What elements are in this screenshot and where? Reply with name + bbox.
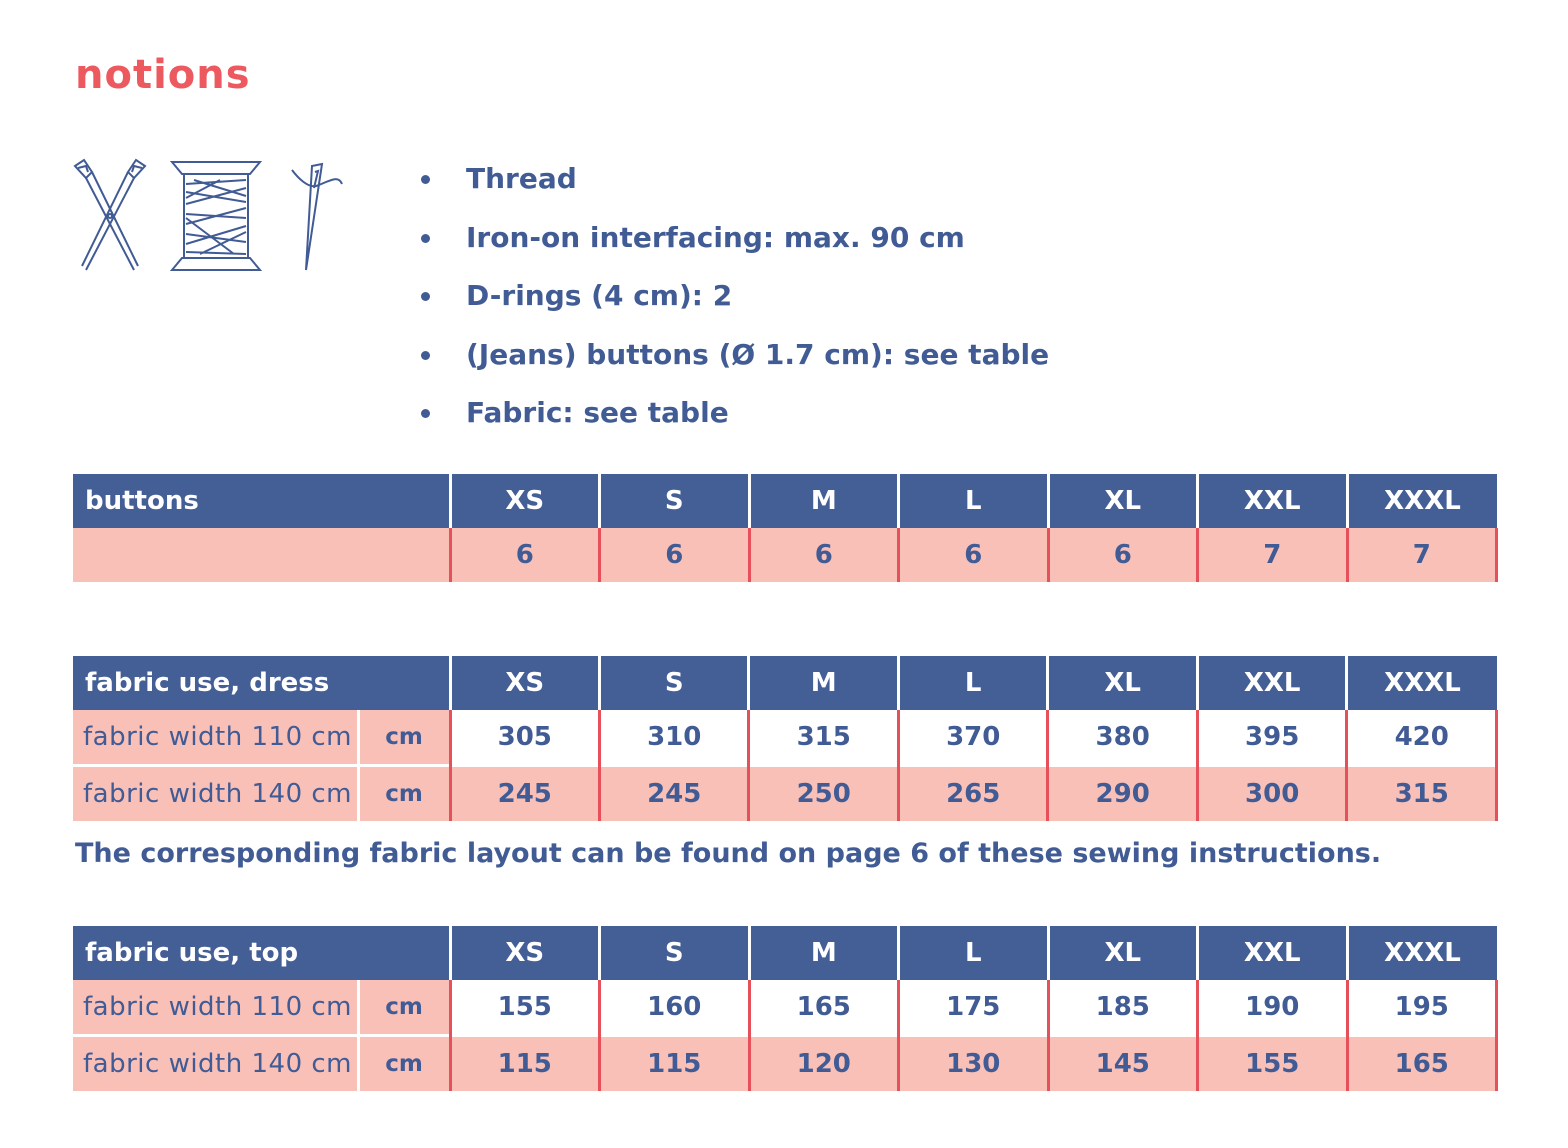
table-cell: 315 xyxy=(1347,766,1497,822)
list-item-label: (Jeans) buttons (Ø 1.7 cm): see table xyxy=(466,337,1050,371)
table-cell: 190 xyxy=(1198,980,1348,1036)
notions-icons xyxy=(70,158,360,276)
table-cell: 185 xyxy=(1048,980,1198,1036)
size-header: L xyxy=(899,926,1049,980)
unit-label: cm xyxy=(358,710,450,766)
list-item xyxy=(418,209,1049,268)
list-item-label: Thread xyxy=(466,162,577,195)
size-header: L xyxy=(899,474,1049,528)
size-header: L xyxy=(898,656,1047,710)
table-cell: 165 xyxy=(749,980,899,1036)
table-cell: 195 xyxy=(1347,980,1497,1036)
table-cell: 245 xyxy=(450,766,599,822)
table-row xyxy=(73,1036,1497,1092)
list-item xyxy=(418,384,1049,443)
table-cell: 6 xyxy=(899,528,1049,582)
list-item xyxy=(418,267,1049,326)
fabric-layout-note: The corresponding fabric layout can be found on page 6 of these sewing instructions. xyxy=(75,838,1382,869)
table-cell: 7 xyxy=(1198,528,1348,582)
table-header-row xyxy=(73,474,1497,528)
size-header: XL xyxy=(1048,474,1198,528)
size-header: XXXL xyxy=(1347,926,1497,980)
table-row xyxy=(73,980,1497,1036)
table-cell: 250 xyxy=(749,766,898,822)
table-cell: 130 xyxy=(899,1036,1049,1092)
list-item-label: Iron-on interfacing: max. 90 cm xyxy=(466,220,965,254)
size-header: S xyxy=(600,656,749,710)
size-header: M xyxy=(749,474,899,528)
table-cell: 160 xyxy=(600,980,750,1036)
size-header: S xyxy=(600,926,750,980)
table-row xyxy=(73,710,1497,766)
table-cell: 165 xyxy=(1347,1036,1497,1092)
table-cell: 290 xyxy=(1048,766,1197,822)
table-cell: 6 xyxy=(749,528,899,582)
table-cell: 115 xyxy=(450,1036,600,1092)
table-cell: 380 xyxy=(1048,710,1197,766)
table-cell: 420 xyxy=(1347,710,1497,766)
table-cell: 6 xyxy=(1048,528,1198,582)
bullet-icon xyxy=(421,234,430,243)
table-cell: 6 xyxy=(600,528,750,582)
table-cell: 7 xyxy=(1347,528,1497,582)
bullet-icon xyxy=(421,175,430,184)
size-header: XL xyxy=(1048,926,1198,980)
table-cell: 120 xyxy=(749,1036,899,1092)
row-label: fabric width 110 cm xyxy=(73,980,358,1036)
table-header-row xyxy=(73,656,1497,710)
needle-icon xyxy=(288,158,348,274)
size-header: M xyxy=(749,656,898,710)
table-row xyxy=(73,528,1497,582)
row-label: fabric width 140 cm xyxy=(73,766,358,822)
table-cell: 315 xyxy=(749,710,898,766)
table-row xyxy=(73,766,1497,822)
size-header: XXL xyxy=(1198,474,1348,528)
thread-spool-icon xyxy=(170,158,262,274)
unit-label: cm xyxy=(358,766,450,822)
notions-list xyxy=(418,150,1049,443)
size-header: S xyxy=(600,474,750,528)
table-cell: 115 xyxy=(600,1036,750,1092)
bullet-icon xyxy=(421,409,430,418)
size-header: XXL xyxy=(1198,926,1348,980)
table-cell: 300 xyxy=(1197,766,1346,822)
table-cell: 245 xyxy=(600,766,749,822)
unit-label: cm xyxy=(358,1036,450,1092)
unit-label: cm xyxy=(358,980,450,1036)
table-cell: 305 xyxy=(450,710,599,766)
size-header: XXXL xyxy=(1347,474,1497,528)
row-label: fabric width 140 cm xyxy=(73,1036,358,1092)
scissors-icon xyxy=(72,158,148,274)
size-header: XXXL xyxy=(1347,656,1497,710)
table-label: buttons xyxy=(73,474,450,528)
list-item xyxy=(418,326,1049,385)
table-cell: 175 xyxy=(899,980,1049,1036)
bullet-icon xyxy=(421,351,430,360)
page-title: notions xyxy=(75,52,251,98)
table-cell: 395 xyxy=(1197,710,1346,766)
table-label: fabric use, dress xyxy=(73,656,450,710)
size-header: M xyxy=(749,926,899,980)
table-cell: 310 xyxy=(600,710,749,766)
table-cell: 370 xyxy=(898,710,1047,766)
size-header: XS xyxy=(450,474,600,528)
table-cell: 265 xyxy=(898,766,1047,822)
table-cell: 155 xyxy=(450,980,600,1036)
list-item-label: D-rings (4 cm): 2 xyxy=(466,279,733,312)
table-cell: 145 xyxy=(1048,1036,1198,1092)
row-label-cell xyxy=(73,528,450,582)
size-header: XL xyxy=(1048,656,1197,710)
table-cell: 155 xyxy=(1198,1036,1348,1092)
table-label: fabric use, top xyxy=(73,926,450,980)
buttons-table xyxy=(73,474,1498,582)
top-fabric-table xyxy=(73,926,1498,1091)
table-header-row xyxy=(73,926,1497,980)
size-header: XXL xyxy=(1197,656,1346,710)
table-cell: 6 xyxy=(450,528,600,582)
list-item-label: Fabric: see table xyxy=(466,396,729,429)
size-header: XS xyxy=(450,656,599,710)
size-header: XS xyxy=(450,926,600,980)
dress-fabric-table xyxy=(73,656,1498,821)
list-item xyxy=(418,150,1049,209)
row-label: fabric width 110 cm xyxy=(73,710,358,766)
bullet-icon xyxy=(421,292,430,301)
